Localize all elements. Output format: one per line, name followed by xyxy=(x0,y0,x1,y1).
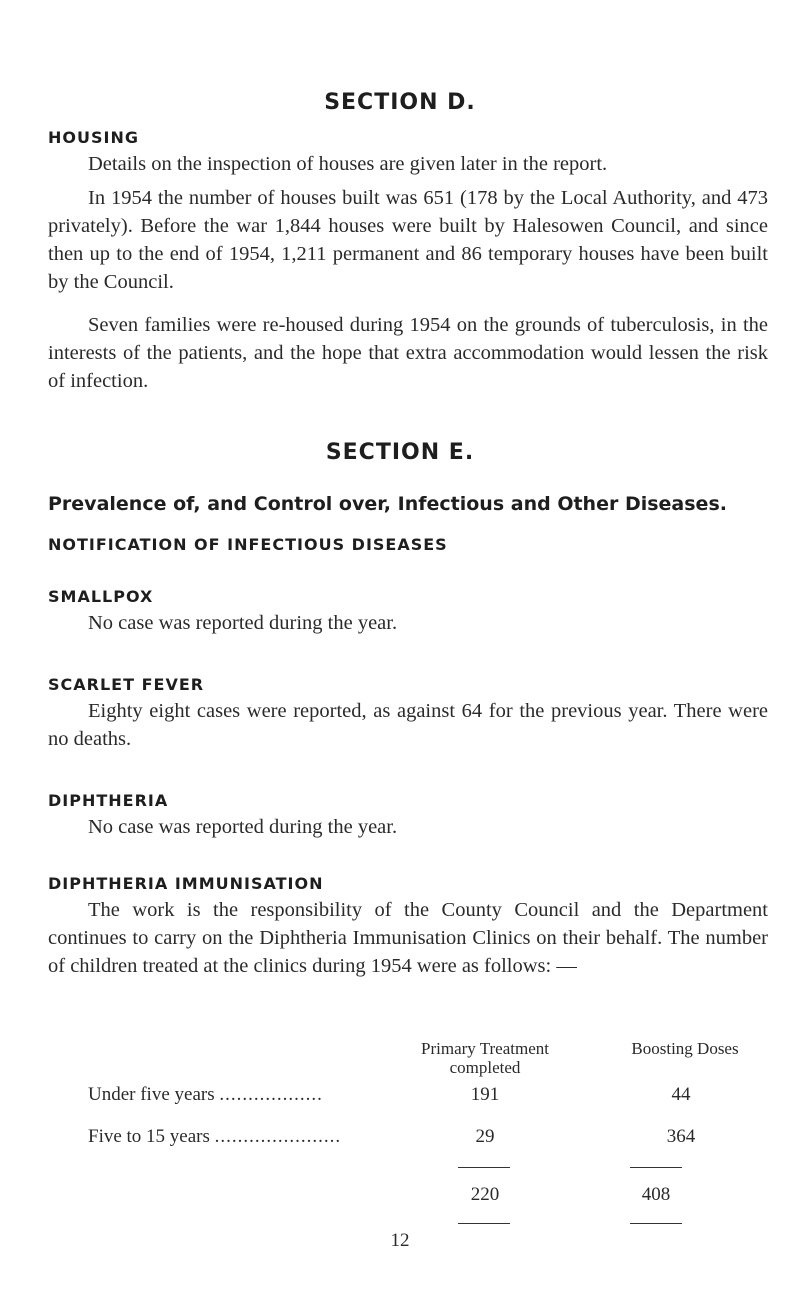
housing-para-3: Seven families were re-housed during 1954 on the grounds of tuberculosis, in the interests of the patients, and the hope that extra accommodation would lessen the risk of infection. xyxy=(48,314,768,392)
immunisation-text: The work is the responsibility of the County Council and the Department continues to carry on the Diphtheria Immunisation Clinics on their behalf. The number of children treated at the clinics during 1954 were as follows: — xyxy=(48,899,768,977)
total-rule-boosting xyxy=(630,1223,682,1224)
leader-dots: ...................... xyxy=(214,1126,342,1147)
notification-heading: NOTIFICATION OF INFECTIOUS DISEASES xyxy=(48,535,448,554)
row-label-text: Five to 15 years xyxy=(88,1126,210,1147)
leader-dots: .................. xyxy=(219,1084,323,1105)
row-label-text: Under five years xyxy=(88,1084,215,1105)
subtotal-rule-primary xyxy=(458,1167,510,1168)
subtotal-rule-boosting xyxy=(630,1167,682,1168)
col-header-primary-line2: completed xyxy=(449,1058,521,1077)
col-header-primary-line1: Primary Treatment xyxy=(421,1039,549,1058)
diphtheria-heading: DIPHTHERIA xyxy=(48,791,169,810)
scarlet-fever-heading: SCARLET FEVER xyxy=(48,675,205,694)
smallpox-text: No case was reported during the year. xyxy=(88,612,398,634)
total-rule-primary xyxy=(458,1223,510,1224)
housing-heading: HOUSING xyxy=(48,128,139,147)
page-number: 12 xyxy=(390,1230,410,1251)
table-cell-primary: 29 xyxy=(475,1126,495,1147)
housing-para-2: In 1954 the number of houses built was 651 (178 by the Local Authority, and 473 privately). Before the war 1,844 houses were built by Halesowen Council, and since then up to the end of 1954, 1,211 permanent and 86 temporary houses have been built by the Council. xyxy=(48,187,768,293)
table-row-label xyxy=(88,1084,323,1106)
section-d-title: SECTION D. xyxy=(324,90,476,115)
table-cell-boosting: 364 xyxy=(666,1126,696,1147)
immunisation-heading: DIPHTHERIA IMMUNISATION xyxy=(48,874,324,893)
total-primary: 220 xyxy=(470,1184,500,1205)
table-row-label xyxy=(88,1126,341,1148)
table-cell-primary: 191 xyxy=(470,1084,500,1105)
col-header-primary xyxy=(390,1039,580,1077)
section-e-title: SECTION E. xyxy=(325,440,475,465)
col-header-boosting: Boosting Doses xyxy=(631,1039,739,1058)
housing-para-1: Details on the inspection of houses are given later in the report. xyxy=(88,153,608,175)
diphtheria-text: No case was reported during the year. xyxy=(88,816,398,838)
smallpox-heading: SMALLPOX xyxy=(48,587,154,606)
table-cell-boosting: 44 xyxy=(671,1084,691,1105)
prevalence-heading: Prevalence of, and Control over, Infectious and Other Diseases. xyxy=(48,493,727,515)
total-boosting: 408 xyxy=(641,1184,671,1205)
scarlet-fever-text: Eighty eight cases were reported, as against 64 for the previous year. There were no deaths. xyxy=(48,700,768,750)
